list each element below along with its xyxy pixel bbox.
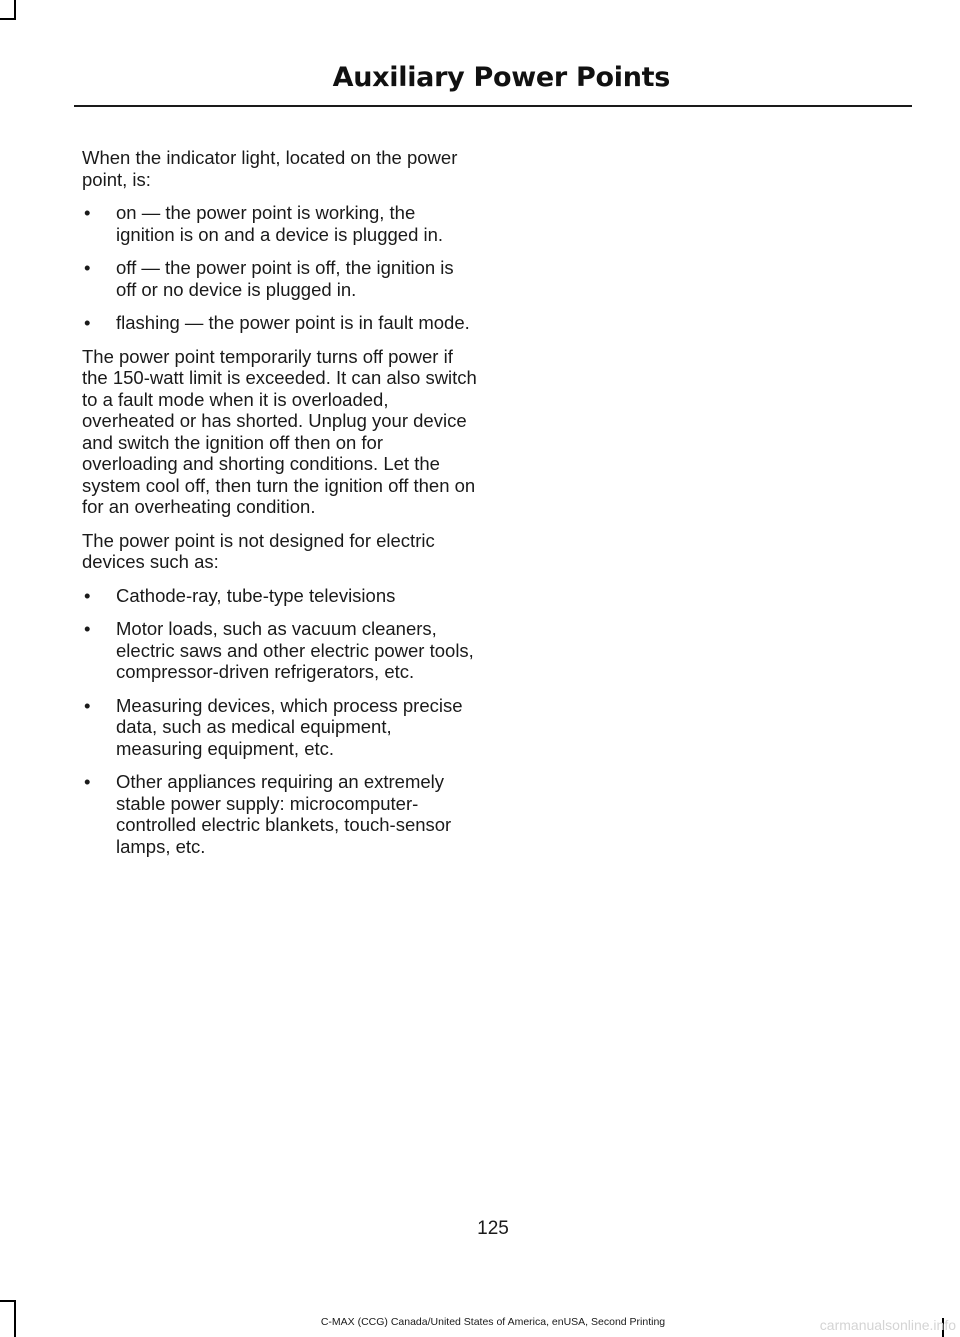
page-number: 125 (477, 1218, 509, 1239)
list-item (82, 695, 478, 760)
list-item-text: Other appliances requiring an extremely stable power supply: microcomputer-controlled electric blankets, touch-sensor lamps, etc. (116, 771, 452, 857)
list-item-text: flashing — the power point is in fault mode. (116, 312, 470, 333)
indicator-state-list (82, 202, 478, 334)
list-item (82, 312, 478, 334)
list-item (82, 202, 478, 245)
crop-mark-top-left-horizontal (0, 18, 16, 20)
list-item (82, 257, 478, 300)
intro-paragraph: When the indicator light, located on the power point, is: (82, 147, 458, 190)
crop-mark-bottom-left-horizontal (0, 1300, 16, 1302)
list-item-text: Cathode-ray, tube-type televisions (116, 584, 396, 606)
list-item (82, 585, 478, 607)
bullet: • (84, 584, 91, 606)
watermark: carmanualsonline.info (819, 1317, 956, 1333)
main-content (82, 147, 478, 869)
devices-paragraph: The power point is not designed for electric devices such as: (82, 529, 435, 572)
bullet: • (84, 618, 91, 639)
bullet: • (84, 202, 91, 223)
list-item (82, 618, 478, 683)
bullet: • (84, 312, 91, 333)
fault-paragraph: The power point temporarily turns off power if the 150-watt limit is exceeded. It can also switch to a fault mode when it is overloaded, overheated or has shorted. Unplug your device and switch the ignition off then on for overloading and shorting conditions. Let the system cool off, then turn the ignition off then on for an overheating condition. (82, 345, 477, 517)
list-item (82, 771, 478, 857)
footer-edition: C-MAX (CCG) Canada/United States of America, enUSA, Second Printing (320, 1316, 666, 1328)
header-divider (74, 105, 912, 107)
unsupported-device-list (82, 585, 478, 858)
list-item-text: Measuring devices, which process precise data, such as medical equipment, measuring equipment, etc. (116, 694, 463, 759)
list-item-text: off — the power point is off, the ignition is off or no device is plugged in. (116, 257, 454, 300)
bullet: • (84, 771, 91, 792)
list-item-text: Motor loads, such as vacuum cleaners, electric saws and other electric power tools, compressor-driven refrigerators, etc. (116, 618, 474, 682)
bullet: • (84, 694, 91, 716)
page-title: Auxiliary Power Points (332, 62, 670, 93)
bullet: • (84, 257, 91, 278)
crop-mark-top-left-vertical (14, 0, 16, 20)
list-item-text: on — the power point is working, the ignition is on and a device is plugged in. (116, 202, 444, 245)
